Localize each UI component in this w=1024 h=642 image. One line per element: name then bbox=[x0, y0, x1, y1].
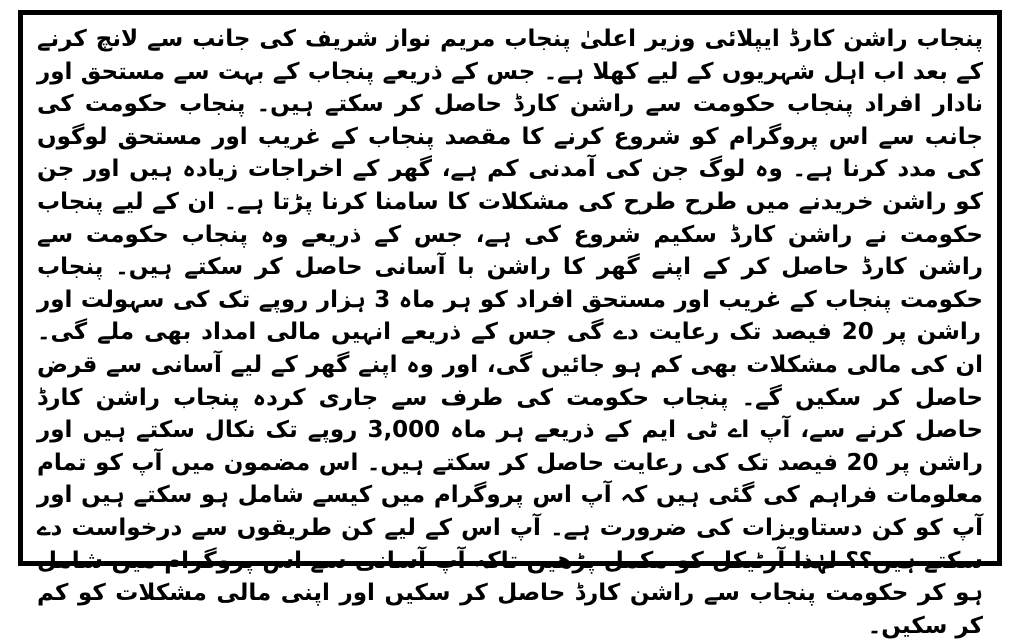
sentence-application-question: آپ اس کے لیے کن طریقوں سے درخواست دے سکتے ہیں؟؟ bbox=[37, 514, 983, 574]
sentence-relief: ان کی مالی مشکلات بھی کم ہو جائیں گی، اور وہ اپنے گھر کے لیے آسانی سے قرض حاصل کر سکیں گے۔ bbox=[37, 351, 983, 411]
sentence-purpose: پنجاب حکومت کی جانب سے اس پروگرام کو شروع کرنے کا مقصد پنجاب کے غریب اور مستحق لوگوں کی مدد کرنا ہے۔ bbox=[37, 91, 984, 183]
sentence-article-info: اس مضمون میں آپ کو تمام معلومات فراہم کی گئی ہیں کہ آپ اس پروگرام میں کیسے شامل ہو سکتے ہیں اور آپ کو کن دستاویزات کی ضرورت ہے۔ bbox=[37, 449, 983, 541]
sentence-benefits: پنجاب حکومت پنجاب کے غریب اور مستحق افراد کو ہر ماہ 3 ہزار روپے تک کی سہولت اور راشن پر 20 فیصد تک رعایت دے گی جس کے ذریعے انہیں مالی امداد بھی ملے گی۔ bbox=[37, 254, 983, 346]
sentence-intro: پنجاب راشن کارڈ ایپلائی وزیر اعلیٰ پنجاب مریم نواز شریف کی جانب سے لانچ کرنے کے بعد اب اہل شہریوں کے لیے کھلا ہے۔ bbox=[37, 26, 983, 85]
sentence-atm-withdrawal: پنجاب حکومت کی طرف سے جاری کردہ پنجاب راشن کارڈ حاصل کرنے سے، آپ اے ٹی ایم کے ذریعے ہر ماہ 3,000 روپے تک نکال سکتے ہیں اور راشن پر 20 فیصد تک کی رعایت حاصل کر سکتے ہیں۔ bbox=[37, 384, 984, 476]
article-frame bbox=[18, 10, 1002, 639]
sentence-scheme: ان کے لیے پنجاب حکومت نے راشن کارڈ سکیم شروع کی ہے، جس کے ذریعے وہ پنجاب حکومت سے راشن کارڈ حاصل کر کے اپنے گھر کا راشن با آسانی حاصل کر سکتے ہیں۔ bbox=[37, 188, 983, 281]
article-paragraph bbox=[37, 23, 984, 639]
sentence-target-group: وہ لوگ جن کی آمدنی کم ہے، گھر کے اخراجات زیادہ ہیں اور جن کو راشن خریدنے میں طرح طرح کی مشکلات کا سامنا کرنا پڑتا ہے۔ bbox=[37, 156, 983, 215]
sentence-conclusion: لہٰذا آرٹیکل کو مکمل پڑھیں تاکہ آپ آسانی سے اس پروگرام میں شامل ہو کر حکومت پنجاب سے راشن کارڈ حاصل کر سکیں اور اپنی مالی مشکلات کو کم کر سکیں۔ bbox=[37, 547, 983, 639]
sentence-eligibility: جس کے ذریعے پنجاب کے بہت سے مستحق اور نادار افراد پنجاب حکومت سے راشن کارڈ حاصل کر سکتے ہیں۔ bbox=[37, 58, 984, 118]
